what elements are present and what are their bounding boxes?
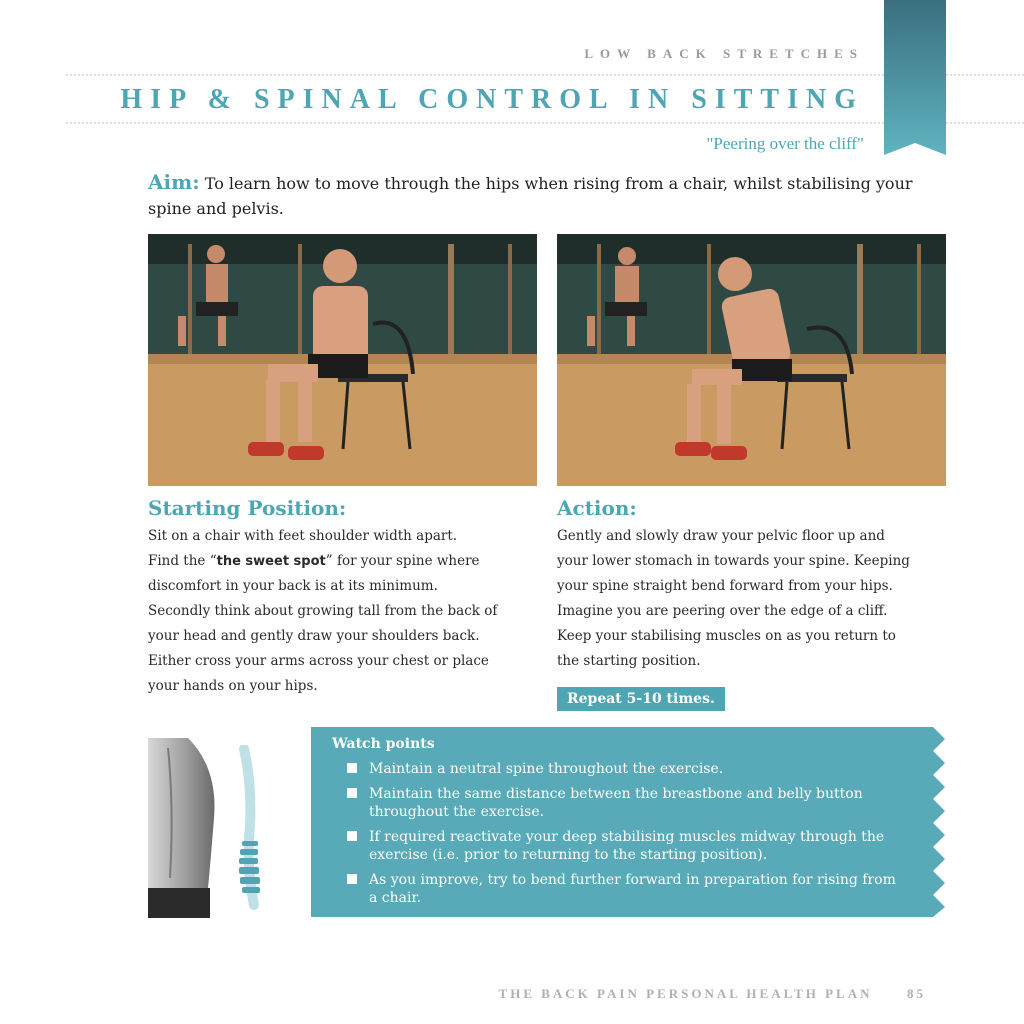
aim-text: To learn how to move through the hips when rising from a chair, whilst stabilising your spine and pelvis. [148,174,913,218]
text-line: Keep your stabilising muscles on as you return to [557,628,896,644]
watch-points-list [347,760,907,914]
list-item-text: If required reactivate your deep stabilising muscles midway through the exercise (i.e. prior to returning to the starting position). [369,829,885,863]
list-item [347,871,907,907]
text-line: your head and gently draw your shoulders back. [148,628,480,644]
list-item-text: Maintain the same distance between the breastbone and belly button throughout the exercise. [369,786,863,820]
bookmark-ribbon [884,0,946,155]
starting-position-text [148,524,538,699]
action-heading: Action: [557,496,637,520]
square-bullet-icon [347,763,357,773]
page-title: HIP & SPINAL CONTROL IN SITTING [120,84,864,115]
aim-paragraph [148,170,938,221]
square-bullet-icon [347,831,357,841]
watch-points-title: Watch points [332,736,435,752]
text-line: the starting position. [557,653,701,669]
book-title: THE BACK PAIN PERSONAL HEALTH PLAN [498,986,873,1001]
divider-top [66,74,1024,76]
text-line: Sit on a chair with feet shoulder width apart. [148,528,458,544]
text-line: your spine straight bend forward from your hips. [557,578,893,594]
text-line: Secondly think about growing tall from the back of [148,603,498,619]
text-line: Gently and slowly draw your pelvic floor up and [557,528,885,544]
page-subtitle: "Peering over the cliff" [706,134,864,153]
text-line: your lower stomach in towards your spine. Keeping [557,553,910,569]
repeat-badge: Repeat 5-10 times. [557,687,725,711]
sweet-spot-emphasis: the sweet spot [216,554,326,569]
list-item-text: As you improve, try to bend further forward in preparation for rising from a chair. [369,872,896,906]
list-item [347,785,907,821]
text-line: Imagine you are peering over the edge of a cliff. [557,603,888,619]
list-item-text: Maintain a neutral spine throughout the exercise. [369,761,724,777]
aim-label: Aim: [148,170,200,194]
text-line: Either cross your arms across your chest or place [148,653,489,669]
page-number: 85 [907,986,926,1001]
photo-starting-position [148,234,537,486]
text-line: your hands on your hips. [148,678,318,694]
list-item [347,760,907,778]
square-bullet-icon [347,874,357,884]
text-line [148,549,538,574]
text-line: discomfort in your back is at its minimum. [148,578,438,594]
divider-bottom [66,122,1024,124]
photo-action [557,234,946,486]
section-label: LOW BACK STRETCHES [584,46,864,61]
text-fragment: ” for your spine where [325,553,480,569]
back-torso-image [148,738,218,918]
page-footer [499,986,926,1002]
spine-icon [230,745,270,910]
text-fragment: Find the “ [148,553,217,569]
action-text [557,524,947,674]
watch-points-panel [311,727,945,917]
starting-position-heading: Starting Position: [148,496,347,520]
square-bullet-icon [347,788,357,798]
list-item [347,828,907,864]
